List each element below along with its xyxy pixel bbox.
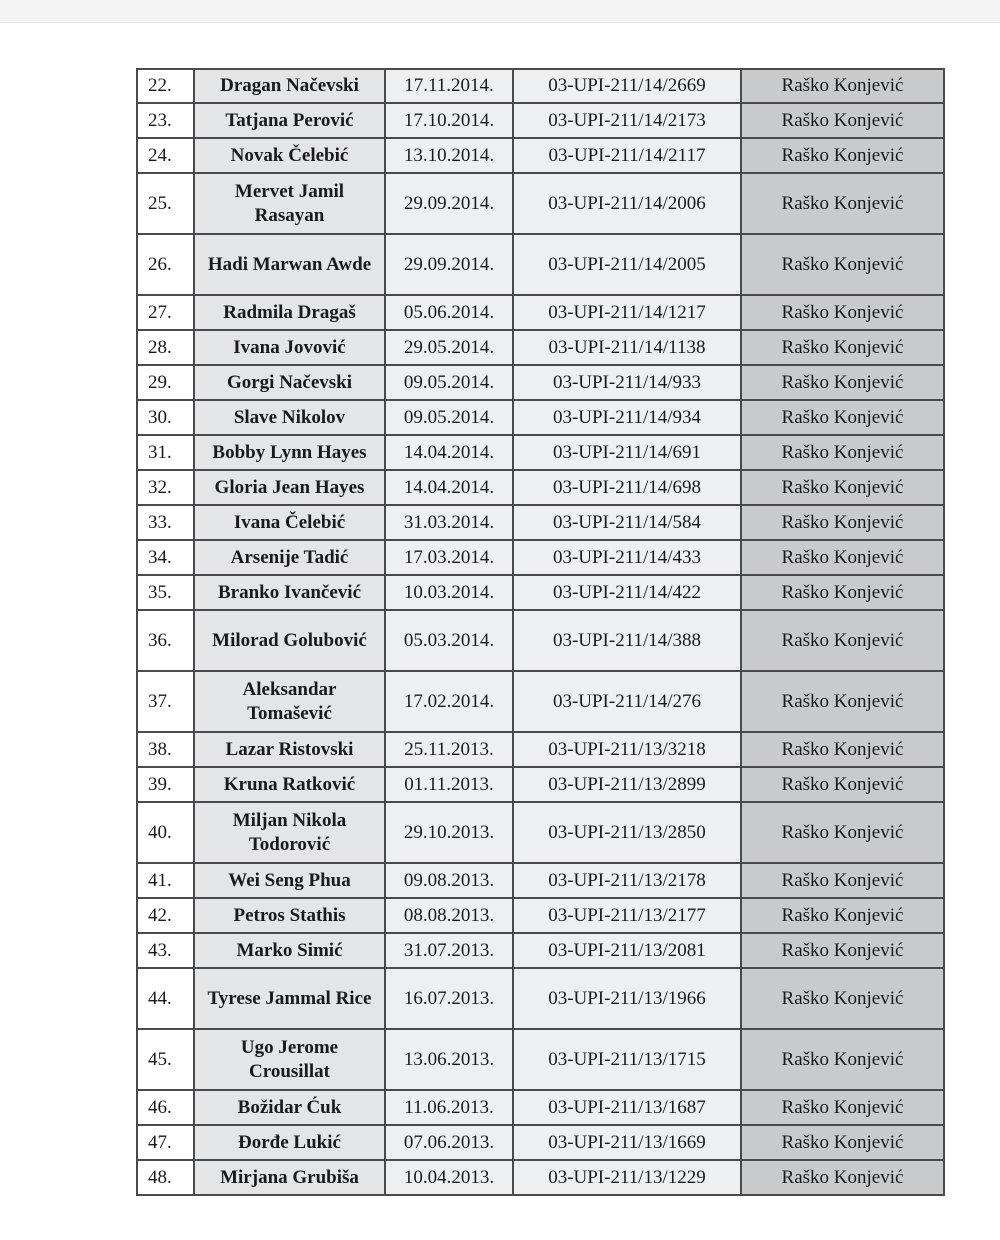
reference-number: 03-UPI-211/13/1966	[513, 968, 741, 1029]
person-name: Hadi Marwan Awde	[194, 234, 385, 295]
table-row	[137, 69, 944, 103]
person-name: Bobby Lynn Hayes	[194, 435, 385, 470]
table-row	[137, 365, 944, 400]
reference-number: 03-UPI-211/14/2006	[513, 173, 741, 234]
person-name: Milorad Golubović	[194, 610, 385, 671]
table-row	[137, 1160, 944, 1195]
table-row	[137, 610, 944, 671]
viewer-top-bar	[0, 0, 1000, 23]
row-number: 39.	[137, 767, 194, 802]
row-number: 30.	[137, 400, 194, 435]
decision-date: 09.05.2014.	[385, 365, 513, 400]
official-name: Raško Konjević	[741, 103, 944, 138]
person-name: Ivana Jovović	[194, 330, 385, 365]
row-number: 37.	[137, 671, 194, 732]
official-name: Raško Konjević	[741, 1125, 944, 1160]
person-name: Lazar Ristovski	[194, 732, 385, 767]
reference-number: 03-UPI-211/14/433	[513, 540, 741, 575]
decision-date: 31.07.2013.	[385, 933, 513, 968]
row-number: 40.	[137, 802, 194, 863]
row-number: 33.	[137, 505, 194, 540]
table-row	[137, 400, 944, 435]
official-name: Raško Konjević	[741, 1090, 944, 1125]
official-name: Raško Konjević	[741, 1160, 944, 1195]
official-name: Raško Konjević	[741, 435, 944, 470]
person-name: Dragan Načevski	[194, 69, 385, 103]
official-name: Raško Konjević	[741, 933, 944, 968]
row-number: 41.	[137, 863, 194, 898]
reference-number: 03-UPI-211/14/933	[513, 365, 741, 400]
decision-date: 14.04.2014.	[385, 470, 513, 505]
decision-date: 14.04.2014.	[385, 435, 513, 470]
reference-number: 03-UPI-211/14/276	[513, 671, 741, 732]
person-name: Gloria Jean Hayes	[194, 470, 385, 505]
official-name: Raško Konjević	[741, 898, 944, 933]
table-row	[137, 671, 944, 732]
decision-date: 29.10.2013.	[385, 802, 513, 863]
row-number: 48.	[137, 1160, 194, 1195]
row-number: 45.	[137, 1029, 194, 1090]
person-name: Mirjana Grubiša	[194, 1160, 385, 1195]
reference-number: 03-UPI-211/13/2899	[513, 767, 741, 802]
official-name: Raško Konjević	[741, 234, 944, 295]
reference-number: 03-UPI-211/14/388	[513, 610, 741, 671]
row-number: 35.	[137, 575, 194, 610]
row-number: 34.	[137, 540, 194, 575]
table-row	[137, 1090, 944, 1125]
official-name: Raško Konjević	[741, 968, 944, 1029]
table-row	[137, 732, 944, 767]
reference-number: 03-UPI-211/14/934	[513, 400, 741, 435]
official-name: Raško Konjević	[741, 732, 944, 767]
table-row	[137, 330, 944, 365]
reference-number: 03-UPI-211/14/1217	[513, 295, 741, 330]
table-row	[137, 802, 944, 863]
official-name: Raško Konjević	[741, 365, 944, 400]
table-row	[137, 1125, 944, 1160]
official-name: Raško Konjević	[741, 863, 944, 898]
table-row	[137, 295, 944, 330]
official-name: Raško Konjević	[741, 767, 944, 802]
reference-number: 03-UPI-211/13/1715	[513, 1029, 741, 1090]
reference-number: 03-UPI-211/14/1138	[513, 330, 741, 365]
person-name: Tatjana Perović	[194, 103, 385, 138]
decision-date: 13.10.2014.	[385, 138, 513, 173]
row-number: 22.	[137, 69, 194, 103]
decision-date: 17.03.2014.	[385, 540, 513, 575]
table-row	[137, 1029, 944, 1090]
decision-date: 10.04.2013.	[385, 1160, 513, 1195]
official-name: Raško Konjević	[741, 802, 944, 863]
decision-date: 31.03.2014.	[385, 505, 513, 540]
reference-number: 03-UPI-211/13/2178	[513, 863, 741, 898]
reference-number: 03-UPI-211/14/698	[513, 470, 741, 505]
official-name: Raško Konjević	[741, 505, 944, 540]
table-row	[137, 968, 944, 1029]
row-number: 31.	[137, 435, 194, 470]
table-row	[137, 435, 944, 470]
reference-number: 03-UPI-211/13/1687	[513, 1090, 741, 1125]
reference-number: 03-UPI-211/14/584	[513, 505, 741, 540]
person-name: Ivana Čelebić	[194, 505, 385, 540]
person-name: Branko Ivančević	[194, 575, 385, 610]
person-name: Ugo Jerome Crousillat	[194, 1029, 385, 1090]
decision-date: 29.05.2014.	[385, 330, 513, 365]
person-name: Marko Simić	[194, 933, 385, 968]
official-name: Raško Konjević	[741, 540, 944, 575]
official-name: Raško Konjević	[741, 575, 944, 610]
decision-date: 29.09.2014.	[385, 234, 513, 295]
row-number: 24.	[137, 138, 194, 173]
decision-date: 10.03.2014.	[385, 575, 513, 610]
person-name: Tyrese Jammal Rice	[194, 968, 385, 1029]
row-number: 42.	[137, 898, 194, 933]
reference-number: 03-UPI-211/13/2850	[513, 802, 741, 863]
official-name: Raško Konjević	[741, 295, 944, 330]
decision-date: 05.03.2014.	[385, 610, 513, 671]
row-number: 26.	[137, 234, 194, 295]
decision-date: 29.09.2014.	[385, 173, 513, 234]
decision-date: 25.11.2013.	[385, 732, 513, 767]
decision-date: 09.05.2014.	[385, 400, 513, 435]
person-name: Arsenije Tadić	[194, 540, 385, 575]
reference-number: 03-UPI-211/14/2005	[513, 234, 741, 295]
row-number: 32.	[137, 470, 194, 505]
row-number: 44.	[137, 968, 194, 1029]
row-number: 36.	[137, 610, 194, 671]
official-name: Raško Konjević	[741, 470, 944, 505]
row-number: 46.	[137, 1090, 194, 1125]
table-row	[137, 470, 944, 505]
row-number: 25.	[137, 173, 194, 234]
person-name: Wei Seng Phua	[194, 863, 385, 898]
decision-date: 07.06.2013.	[385, 1125, 513, 1160]
official-name: Raško Konjević	[741, 671, 944, 732]
reference-number: 03-UPI-211/14/691	[513, 435, 741, 470]
person-name: Radmila Dragaš	[194, 295, 385, 330]
person-name: Đorđe Lukić	[194, 1125, 385, 1160]
person-name: Slave Nikolov	[194, 400, 385, 435]
table-row	[137, 898, 944, 933]
row-number: 43.	[137, 933, 194, 968]
decision-date: 17.10.2014.	[385, 103, 513, 138]
table-row	[137, 575, 944, 610]
table-row	[137, 933, 944, 968]
table-row	[137, 505, 944, 540]
person-name: Božidar Ćuk	[194, 1090, 385, 1125]
reference-number: 03-UPI-211/14/2173	[513, 103, 741, 138]
row-number: 47.	[137, 1125, 194, 1160]
person-name: Gorgi Načevski	[194, 365, 385, 400]
official-name: Raško Konjević	[741, 330, 944, 365]
official-name: Raško Konjević	[741, 1029, 944, 1090]
table-row	[137, 138, 944, 173]
row-number: 38.	[137, 732, 194, 767]
decision-date: 11.06.2013.	[385, 1090, 513, 1125]
decision-date: 16.07.2013.	[385, 968, 513, 1029]
decision-date: 05.06.2014.	[385, 295, 513, 330]
row-number: 27.	[137, 295, 194, 330]
person-name: Mervet Jamil Rasayan	[194, 173, 385, 234]
person-name: Kruna Ratković	[194, 767, 385, 802]
decision-date: 01.11.2013.	[385, 767, 513, 802]
row-number: 28.	[137, 330, 194, 365]
records-table	[136, 68, 945, 1196]
person-name: Aleksandar Tomašević	[194, 671, 385, 732]
reference-number: 03-UPI-211/14/2669	[513, 69, 741, 103]
decision-date: 08.08.2013.	[385, 898, 513, 933]
person-name: Novak Čelebić	[194, 138, 385, 173]
table-row	[137, 103, 944, 138]
table-row	[137, 173, 944, 234]
decision-date: 13.06.2013.	[385, 1029, 513, 1090]
official-name: Raško Konjević	[741, 69, 944, 103]
decision-date: 09.08.2013.	[385, 863, 513, 898]
official-name: Raško Konjević	[741, 138, 944, 173]
reference-number: 03-UPI-211/14/422	[513, 575, 741, 610]
reference-number: 03-UPI-211/13/3218	[513, 732, 741, 767]
row-number: 23.	[137, 103, 194, 138]
decision-date: 17.11.2014.	[385, 69, 513, 103]
table-row	[137, 540, 944, 575]
official-name: Raško Konjević	[741, 173, 944, 234]
row-number: 29.	[137, 365, 194, 400]
official-name: Raško Konjević	[741, 610, 944, 671]
table-row	[137, 767, 944, 802]
person-name: Miljan Nikola Todorović	[194, 802, 385, 863]
official-name: Raško Konjević	[741, 400, 944, 435]
reference-number: 03-UPI-211/13/2177	[513, 898, 741, 933]
reference-number: 03-UPI-211/13/1229	[513, 1160, 741, 1195]
reference-number: 03-UPI-211/14/2117	[513, 138, 741, 173]
table-row	[137, 234, 944, 295]
table-row	[137, 863, 944, 898]
reference-number: 03-UPI-211/13/1669	[513, 1125, 741, 1160]
person-name: Petros Stathis	[194, 898, 385, 933]
reference-number: 03-UPI-211/13/2081	[513, 933, 741, 968]
decision-date: 17.02.2014.	[385, 671, 513, 732]
records-table-body	[137, 69, 944, 1195]
